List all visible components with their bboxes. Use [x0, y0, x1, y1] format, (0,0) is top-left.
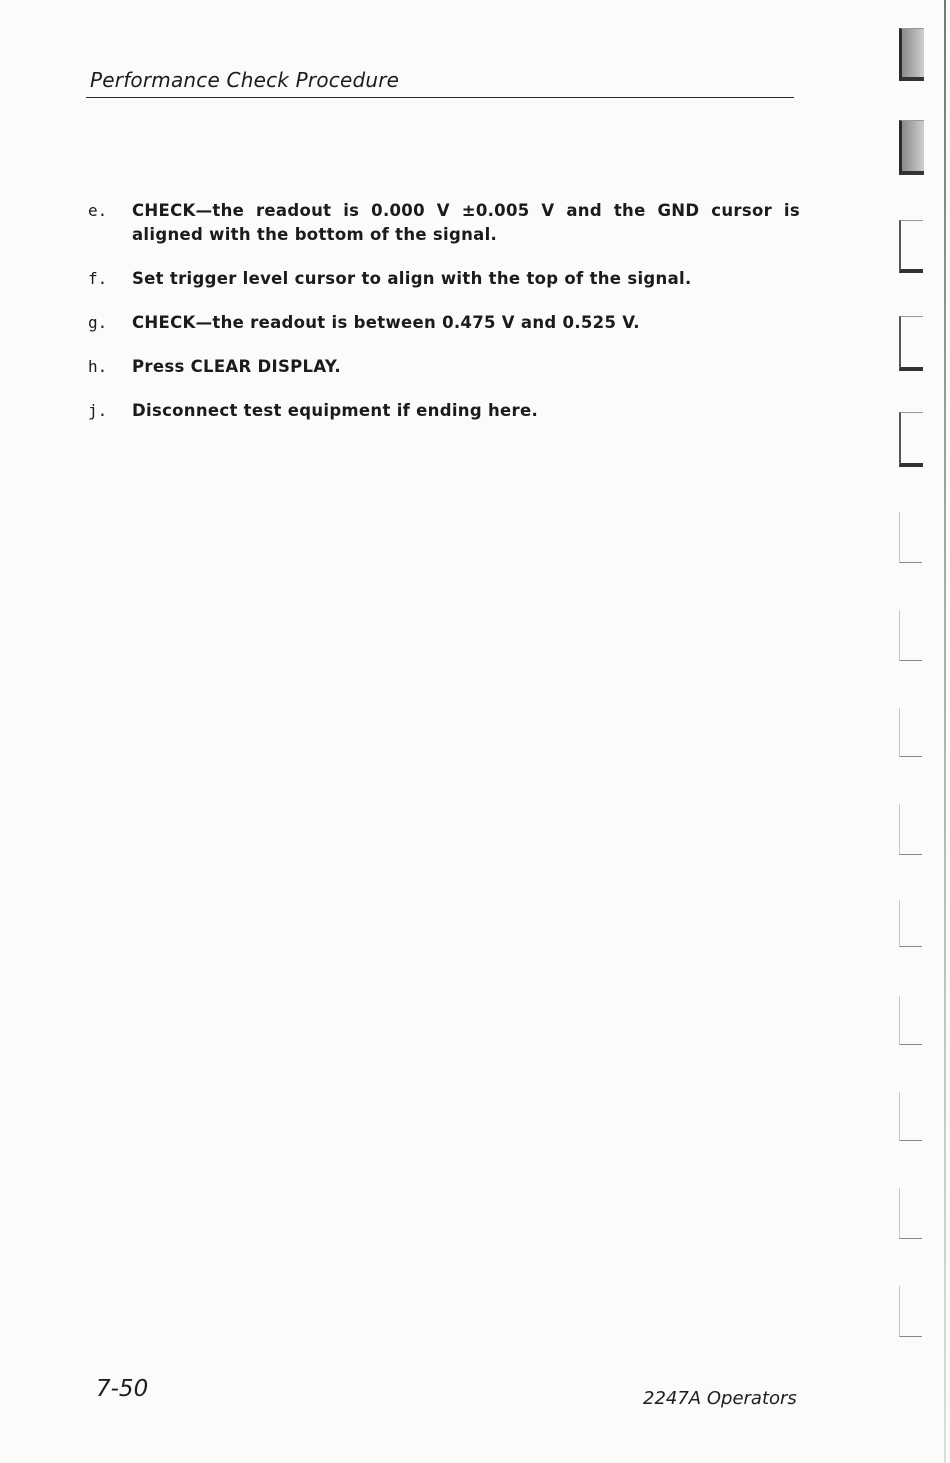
page-edge — [944, 0, 946, 1463]
step-letter: g. — [88, 313, 108, 332]
index-tab — [899, 120, 924, 175]
procedure-steps — [88, 199, 800, 443]
index-tab — [899, 28, 924, 81]
section-header-title: Performance Check Procedure — [90, 68, 400, 92]
procedure-step — [88, 267, 800, 291]
procedure-step — [88, 199, 800, 247]
index-tab — [899, 1092, 922, 1141]
index-tab — [899, 708, 922, 757]
index-tab — [899, 1286, 922, 1337]
index-tab — [899, 512, 922, 563]
procedure-step — [88, 311, 800, 335]
step-text: CHECK—the readout is between 0.475 V and 0.525 V. — [132, 313, 640, 332]
index-tab — [899, 1188, 922, 1239]
page-number: 7-50 — [96, 1376, 149, 1402]
step-text: Set trigger level cursor to align with the top of the signal. — [132, 269, 692, 288]
index-tab — [899, 900, 922, 947]
step-letter: h. — [88, 357, 108, 376]
step-letter: j. — [88, 401, 108, 420]
step-text: Press CLEAR DISPLAY. — [132, 357, 341, 376]
index-tab — [899, 316, 923, 371]
index-tab — [899, 610, 922, 661]
manual-name: 2247A Operators — [643, 1388, 797, 1409]
step-letter: e. — [88, 201, 108, 220]
index-tab — [899, 996, 922, 1045]
step-letter: f. — [88, 269, 108, 288]
step-text: CHECK—the readout is 0.000 V ±0.005 V and the GND cursor is aligned with the bottom of the signal. — [132, 201, 800, 244]
step-text: Disconnect test equipment if ending here. — [132, 401, 539, 420]
procedure-step — [88, 355, 800, 379]
header-rule — [86, 97, 794, 98]
index-tab — [899, 804, 922, 855]
index-tab — [899, 412, 923, 467]
index-tab — [899, 220, 923, 273]
procedure-step — [88, 399, 800, 423]
index-tabs — [895, 20, 935, 1440]
